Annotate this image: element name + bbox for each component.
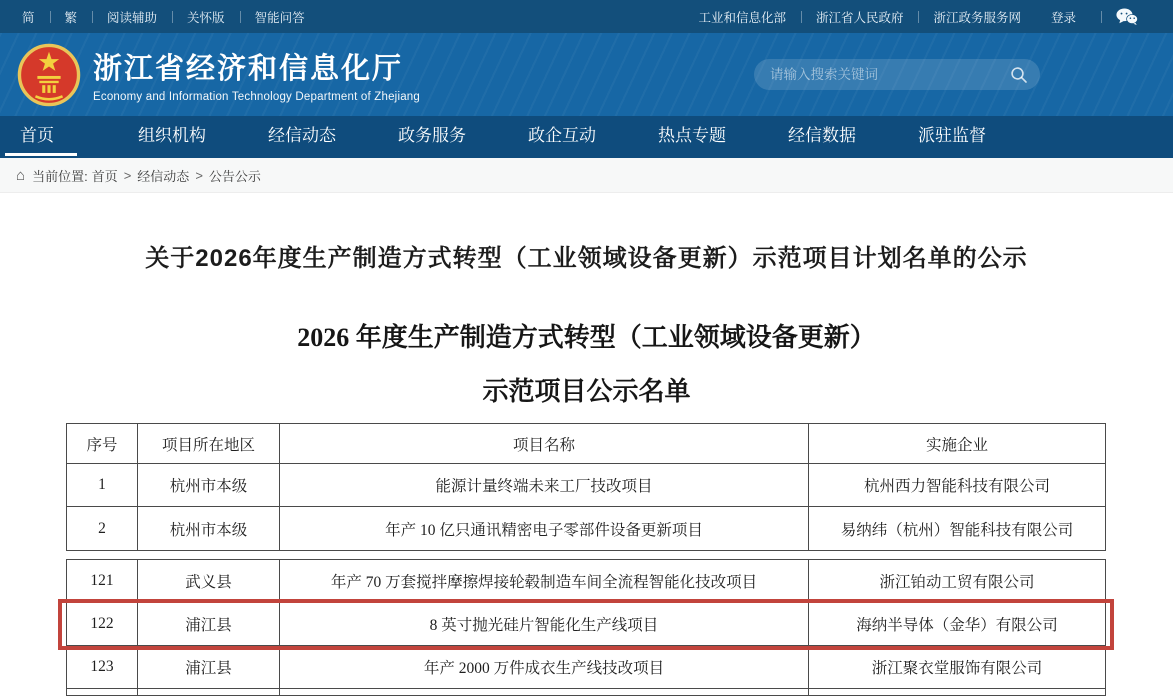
search-icon-svg: [1010, 66, 1028, 84]
home-icon: ⌂: [16, 166, 26, 184]
cell-no: 1: [67, 464, 138, 506]
nav-item-jingxin-data[interactable]: 经信数据: [788, 126, 856, 145]
search-input[interactable]: [770, 67, 1010, 82]
cell-company: 浙江铂动工贸有限公司: [879, 574, 1035, 591]
breadcrumb-home[interactable]: 首页: [91, 168, 118, 184]
table-header-row: [67, 424, 1105, 464]
cell-project: 年产 10 亿只通讯精密电子零部件设备更新项目: [280, 507, 809, 550]
top-utility-bar: [0, 0, 1173, 33]
cell-no: 123: [67, 646, 138, 688]
link-smart-qa[interactable]: 智能问答: [240, 8, 320, 26]
table-section-top: [66, 423, 1106, 551]
header-cell-no: 序号: [67, 424, 138, 463]
nav-item-gov-enterprise[interactable]: 政企互动: [528, 126, 596, 145]
link-miit[interactable]: 工业和信息化部: [698, 10, 786, 25]
cell-company: 易纳纬（杭州）智能科技有限公司: [840, 521, 1074, 539]
link-zhejiang-service-network[interactable]: 浙江政务服务网: [918, 8, 1036, 26]
cell-region: 杭州市本级: [138, 464, 280, 506]
cell-project: 能源计量终端未来工厂技改项目: [280, 464, 809, 506]
cell-company: 海纳半导体（金华）有限公司: [856, 617, 1058, 634]
cell-company: [809, 689, 1105, 695]
wechat-icon[interactable]: [1101, 8, 1153, 25]
cell-region: [138, 689, 280, 695]
breadcrumb-jingxin-news[interactable]: 经信动态: [137, 168, 190, 184]
cell-project: 8 英寸抛光硅片智能化生产线项目: [280, 603, 809, 645]
search-icon[interactable]: [1010, 66, 1028, 84]
link-simplified-chinese[interactable]: 简: [22, 10, 35, 25]
cell-project: 年产 2000 万件成衣生产线技改项目: [280, 646, 809, 688]
link-reading-assist[interactable]: 阅读辅助: [92, 8, 172, 26]
table-row: [67, 507, 1105, 550]
breadcrumb: [0, 158, 1173, 193]
table-section-bottom: [66, 559, 1106, 696]
table-row-highlighted: [67, 603, 1105, 646]
table-row-partial: [67, 689, 1105, 695]
header-cell-project: 项目名称: [280, 424, 809, 463]
breadcrumb-location-label: 当前位置:: [32, 168, 88, 184]
header-cell-region: 项目所在地区: [138, 424, 280, 463]
cell-region: 浦江县: [138, 646, 280, 688]
document-subtitle-line2: 示范项目公示名单: [482, 377, 691, 406]
site-subtitle-english: Economy and Information Technology Department of Zhejiang: [93, 91, 420, 103]
cell-no: 122: [67, 603, 138, 645]
nav-item-jingxin-news[interactable]: 经信动态: [268, 126, 336, 145]
cell-region: 武义县: [138, 560, 280, 602]
cell-project: [280, 689, 809, 695]
breadcrumb-announcements[interactable]: 公告公示: [208, 168, 261, 184]
nav-item-home[interactable]: 首页: [14, 116, 60, 158]
cell-no: 2: [67, 507, 138, 550]
nav-item-organization[interactable]: 组织机构: [138, 126, 206, 145]
main-navigation: [0, 116, 1173, 158]
link-traditional-chinese[interactable]: 繁: [50, 8, 93, 26]
wechat-icon-svg: [1116, 8, 1138, 25]
table-row: [67, 646, 1105, 689]
highlighted-row-container: [67, 603, 1105, 646]
link-zhejiang-gov[interactable]: 浙江省人民政府: [801, 8, 919, 26]
cell-company: 浙江聚衣堂服饰有限公司: [871, 660, 1043, 677]
header-cell-company: 实施企业: [925, 436, 988, 454]
project-table: [66, 423, 1106, 696]
topbar-right-links: [683, 0, 1153, 33]
article-content: [0, 238, 1173, 696]
nav-item-gov-services[interactable]: 政务服务: [398, 126, 466, 145]
topbar-left-links: [14, 0, 320, 33]
cell-region: 杭州市本级: [138, 507, 280, 550]
nav-item-hot-topics[interactable]: 热点专题: [658, 126, 726, 145]
link-care-version[interactable]: 关怀版: [172, 8, 240, 26]
table-row: [67, 560, 1105, 603]
cell-company: 杭州西力智能科技有限公司: [863, 478, 1050, 495]
site-search-box: [754, 59, 1040, 90]
cell-project: 年产 70 万套搅拌摩擦焊接轮毂制造车间全流程智能化技改项目: [280, 560, 809, 602]
cell-no: 121: [67, 560, 138, 602]
breadcrumb-separator: >: [123, 167, 132, 183]
nav-item-dispatched-supervision[interactable]: 派驻监督: [918, 126, 986, 145]
site-banner: [0, 33, 1173, 116]
site-title: 浙江省经济和信息化厅: [93, 53, 404, 85]
document-subtitle-line1: 2026 年度生产制造方式转型（工业领域设备更新）: [297, 323, 876, 352]
site-title-block[interactable]: [93, 46, 420, 103]
login-link[interactable]: 登录: [1050, 10, 1076, 25]
cell-region: 浦江县: [138, 603, 280, 645]
national-emblem-logo[interactable]: [18, 44, 80, 106]
cell-no: [67, 689, 138, 695]
table-row: [67, 464, 1105, 507]
article-title: 关于2026年度生产制造方式转型（工业领域设备更新）示范项目计划名单的公示: [145, 245, 1028, 272]
breadcrumb-separator: >: [195, 167, 203, 183]
